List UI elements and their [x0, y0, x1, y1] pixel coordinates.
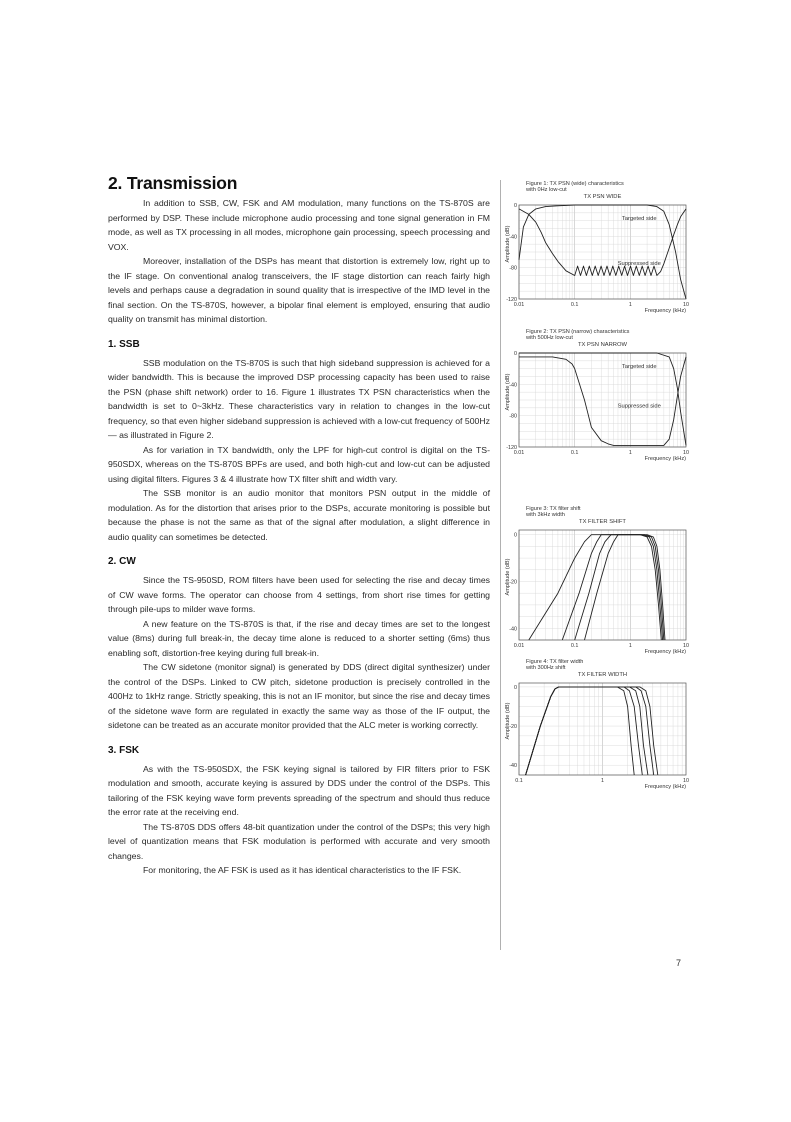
figure-caption: with 300Hz shift	[526, 665, 566, 671]
figure-caption: Figure 1: TX PSN (wide) characteristics	[526, 181, 624, 187]
chart-title: TX PSN NARROW	[578, 342, 627, 348]
y-axis-label: Amplitude (dB)	[505, 558, 511, 596]
figure-2	[504, 326, 704, 465]
x-tick-label: 0.01	[513, 450, 525, 456]
x-axis-label: Frequency (kHz)	[644, 456, 686, 462]
y-tick-label: 0	[514, 351, 517, 357]
cw-paragraph: A new feature on the TS-870S is that, if the rise and decay times are set to the longest value (8ms) during full break-in, the decay time alone is reduced to a shorter setting (6ms) thus enabling soft, distortion-free keying during full break-in.	[108, 618, 490, 658]
x-tick-label: 0.1	[570, 643, 579, 649]
x-tick-label: 1	[628, 302, 632, 308]
y-tick-label: 0	[514, 203, 517, 209]
ssb-paragraph: The SSB monitor is an audio monitor that monitors PSN output in the middle of modulation. As for the distortion that arises prior to the DSPs, accurate monitoring is possible but because the phase is not the same as that of the signal after modulation, a slight difference in audio quality can sometimes be detected.	[108, 488, 490, 542]
y-tick-label: -40	[509, 763, 517, 770]
chart-grid	[519, 353, 686, 447]
intro-paragraph: Moreover, installation of the DSPs has meant that distortion is extremely low, right up to the IF stage. On conventional analog transceivers, the IF stage distortion can reach fairly high levels and perhaps cause a degradation in sound quality that is irrespective of the IMD level in the final section. On the TS-870S, however, a bipolar final element is employed, ensuring that audio quality on transmit has minimal distortion.	[108, 256, 490, 324]
cw-heading: 2. CW	[108, 556, 136, 567]
x-tick-label: 10	[683, 450, 689, 456]
y-tick-label: -20	[509, 579, 517, 586]
ssb-paragraph: SSB modulation on the TS-870S is such that high sideband suppression is achieved for a wider bandwidth. This is because the improved DSP processing capacity has been used to raise the PSN (phase shift network) order to 16. Figure 1 illustrates TX PSN characteristics when the bandwidth is set to 0~3kHz. These characteristics vary in relation to changes in the low-cut frequency, so that even higher sideband suppression is achieved with a low-cut frequency of 500Hz — as illustrated in Figure 2.	[108, 357, 490, 440]
ssb-paragraph: As for variation in TX bandwidth, only the LPF for high-cut control is digital on the TS-950SDX, whereas on the TS-870S BPFs are used, and both high-cut and low-cut can be adjusted using digital filters. Figures 3 & 4 illustrate how TX filter shift and width vary.	[108, 444, 490, 484]
column-divider	[500, 180, 501, 950]
chart-grid	[519, 683, 686, 775]
y-tick-label: -40	[509, 234, 517, 241]
y-tick-label: -80	[509, 413, 517, 420]
fsk-paragraph: For monitoring, the AF FSK is used as it has identical characteristics to the IF FSK.	[143, 865, 462, 875]
figure-4	[504, 656, 704, 793]
figure-caption: Figure 3: TX filter shift	[526, 506, 581, 512]
y-tick-label: 0	[514, 684, 517, 691]
figure-caption: with 500Hz low-cut	[526, 335, 573, 341]
y-tick-label: 0	[514, 532, 517, 539]
y-axis-label: Amplitude (dB)	[505, 373, 511, 411]
y-tick-label: -120	[506, 445, 517, 451]
x-axis-label: Frequency (kHz)	[644, 649, 686, 655]
series-line	[562, 535, 662, 640]
x-tick-label: 10	[683, 302, 689, 308]
chart-svg	[504, 326, 704, 465]
x-tick-label: 0.01	[513, 302, 525, 308]
series-line	[519, 357, 686, 446]
y-tick-label: -20	[509, 724, 517, 731]
section-title: 2. Transmission	[108, 173, 238, 193]
x-tick-label: 0.1	[515, 778, 523, 784]
fsk-paragraph: The TS-870S DDS offers 48-bit quantization under the control of the DSPs; this very high level of quantization means that FSK modulation is performed with accurate and very smooth changes.	[108, 821, 490, 861]
figure-caption: Figure 4: TX filter width	[526, 659, 584, 665]
x-tick-label: 10	[683, 643, 689, 649]
figure-3	[504, 503, 704, 658]
cw-paragraph: The CW sidetone (monitor signal) is generated by DDS (direct digital synthesizer) under the control of the DSPs. Linked to CW pitch, sidetone production is precisely controlled in the 400Hz to 1kHz range. Strictly speaking, this is not an IF monitor, but since the rise and decay times of the sidetone wave form are regulated in exactly the same way as those of the IF output, the sidetone can be treated as an accurate monitor provided that the ALC meter is working correctly.	[108, 662, 490, 730]
annotation-label: Targeted side	[621, 364, 657, 370]
x-axis-label: Frequency (kHz)	[644, 784, 686, 790]
x-tick-label: 10	[683, 778, 689, 784]
intro-paragraph: In addition to SSB, CW, FSK and AM modulation, many functions on the TS-870S are performed by DSP. These include microphone audio processing and tone signal generation in FM mode, as well as TX processing in all modes, microphone gain processing, speech processing and VOX.	[108, 198, 490, 252]
x-tick-label: 1	[628, 643, 632, 649]
series-line	[575, 535, 664, 640]
x-axis-label: Frequency (kHz)	[644, 308, 686, 314]
x-tick-label: 1	[628, 450, 632, 456]
series-line	[529, 535, 662, 640]
text-column	[108, 172, 490, 878]
annotation-label: Targeted side	[621, 216, 657, 222]
x-tick-label: 1	[601, 778, 604, 784]
annotation-label: Suppressed side	[617, 261, 661, 268]
cw-paragraph: Since the TS-950SD, ROM filters have been used for selecting the rise and decay times of CW wave forms. The operator can choose from 4 settings, from short rise times for getting through pile-ups to milder wave forms.	[108, 575, 490, 614]
y-tick-label: -80	[509, 265, 517, 272]
chart-grid	[519, 205, 686, 299]
figure-caption: with 3kHz width	[526, 512, 565, 518]
x-tick-label: 0.01	[513, 643, 525, 649]
series-line	[519, 209, 686, 276]
series-line	[519, 353, 686, 445]
fsk-paragraph: As with the TS-950SDX, the FSK keying signal is tailored by FIR filters prior to FSK modulation and smooth, accurate keying is assured by DDS under the control of the DSPs. This tailoring of the FSK keying wave form prevents spreading of the spectrum and should thus reduce the error rate at the receiving end.	[108, 763, 490, 817]
x-tick-label: 0.1	[570, 450, 579, 456]
chart-title: TX FILTER SHIFT	[579, 519, 626, 525]
figure-caption: Figure 2: TX PSN (narrow) characteristics	[526, 329, 630, 335]
annotation-label: Suppressed side	[617, 403, 661, 410]
chart-title: TX PSN WIDE	[583, 194, 622, 200]
x-tick-label: 0.1	[570, 302, 579, 308]
y-tick-label: -40	[509, 626, 517, 633]
series-line	[526, 687, 635, 775]
figure-caption: with 0Hz low-cut	[526, 187, 567, 193]
page-number: 7	[676, 958, 682, 968]
chart-svg	[504, 503, 704, 658]
chart-svg	[504, 178, 704, 317]
fsk-heading: 3. FSK	[108, 744, 140, 756]
ssb-heading: 1. SSB	[108, 338, 140, 350]
y-tick-label: -40	[509, 382, 517, 389]
y-axis-label: Amplitude (dB)	[505, 702, 511, 740]
chart-title: TX FILTER WIDTH	[577, 672, 628, 678]
y-tick-label: -120	[506, 297, 517, 303]
chart-svg	[504, 656, 704, 793]
y-axis-label: Amplitude (dB)	[505, 225, 511, 263]
figure-1	[504, 178, 704, 317]
